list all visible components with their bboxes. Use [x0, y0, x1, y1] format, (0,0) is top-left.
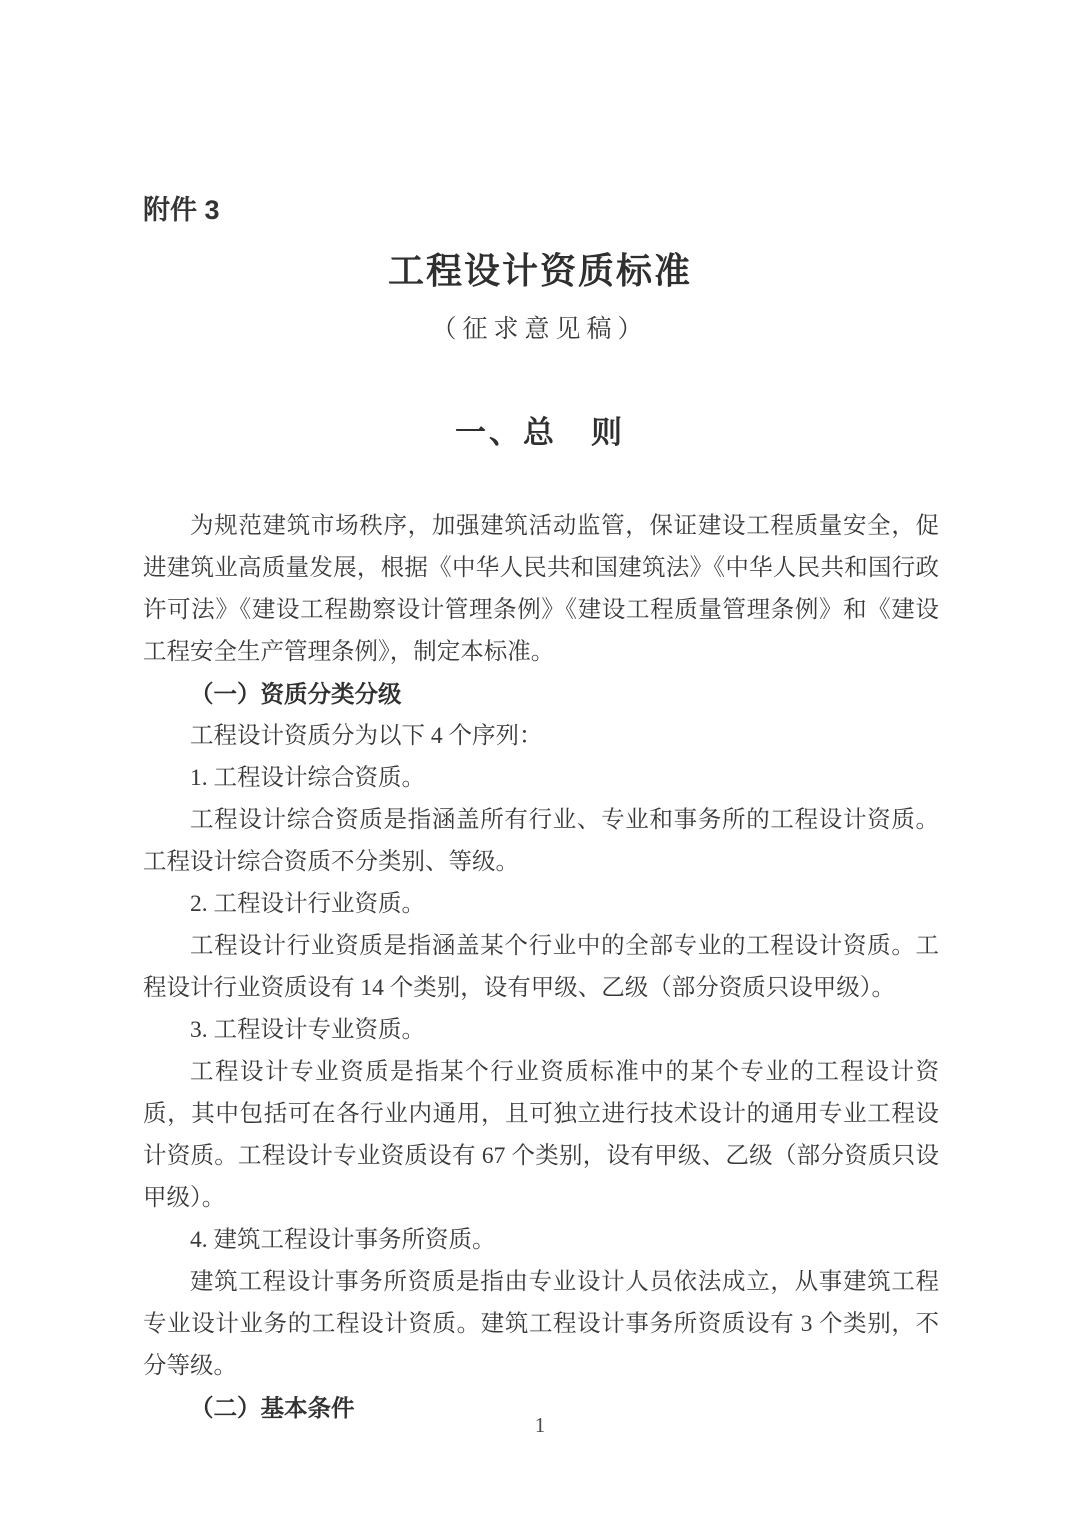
document-title: 工程设计资质标准 — [387, 251, 692, 291]
intro-paragraph: 为规范建筑市场秩序，加强建筑活动监管，保证建设工程质量安全，促进建筑业高质量发展，根据《中华人民共和国建筑法》《中华人民共和国行政许可法》《建设工程勘察设计管理条例》《建设工程质量管理条例》和《建设工程安全生产管理条例》，制定本标准。 — [143, 513, 939, 665]
item-2-industry-qualification: 2. 工程设计行业资质。 — [190, 891, 425, 917]
paragraph-specialty-description: 工程设计专业资质是指某个行业资质标准中的某个专业的工程设计资质，其中包括可在各行业内通用，且可独立进行技术设计的通用专业工程设计资质。工程设计专业资质设有 67 个类别，设有甲级、乙级（部分资质只设甲级）。 — [143, 1059, 939, 1211]
document-body — [143, 505, 939, 1429]
item-1-comprehensive-qualification: 1. 工程设计综合资质。 — [190, 765, 425, 791]
page-number: 1 — [534, 1413, 546, 1437]
attachment-label: 附件 3 — [143, 195, 220, 225]
item-3-specialty-qualification: 3. 工程设计专业资质。 — [190, 1017, 425, 1043]
item-4-design-firm-qualification: 4. 建筑工程设计事务所资质。 — [190, 1227, 496, 1253]
paragraph-design-firm-description: 建筑工程设计事务所资质是指由专业设计人员依法成立，从事建筑工程专业设计业务的工程设计资质。建筑工程设计事务所资质设有 3 个类别，不分等级。 — [143, 1269, 939, 1379]
subsection-heading-basic-conditions: （二）基本条件 — [190, 1395, 355, 1421]
paragraph-sequence-intro: 工程设计资质分为以下 4 个序列： — [190, 723, 543, 749]
paragraph-industry-description: 工程设计行业资质是指涵盖某个行业中的全部专业的工程设计资质。工程设计行业资质设有 14 个类别，设有甲级、乙级（部分资质只设甲级）。 — [143, 933, 939, 1001]
subsection-heading-classification: （一）资质分类分级 — [190, 681, 402, 707]
document-subtitle: （征求意见稿） — [431, 316, 649, 343]
paragraph-comprehensive-description: 工程设计综合资质是指涵盖所有行业、专业和事务所的工程设计资质。工程设计综合资质不分类别、等级。 — [143, 807, 939, 875]
section-heading-general-provisions: 一、总 则 — [455, 415, 625, 450]
